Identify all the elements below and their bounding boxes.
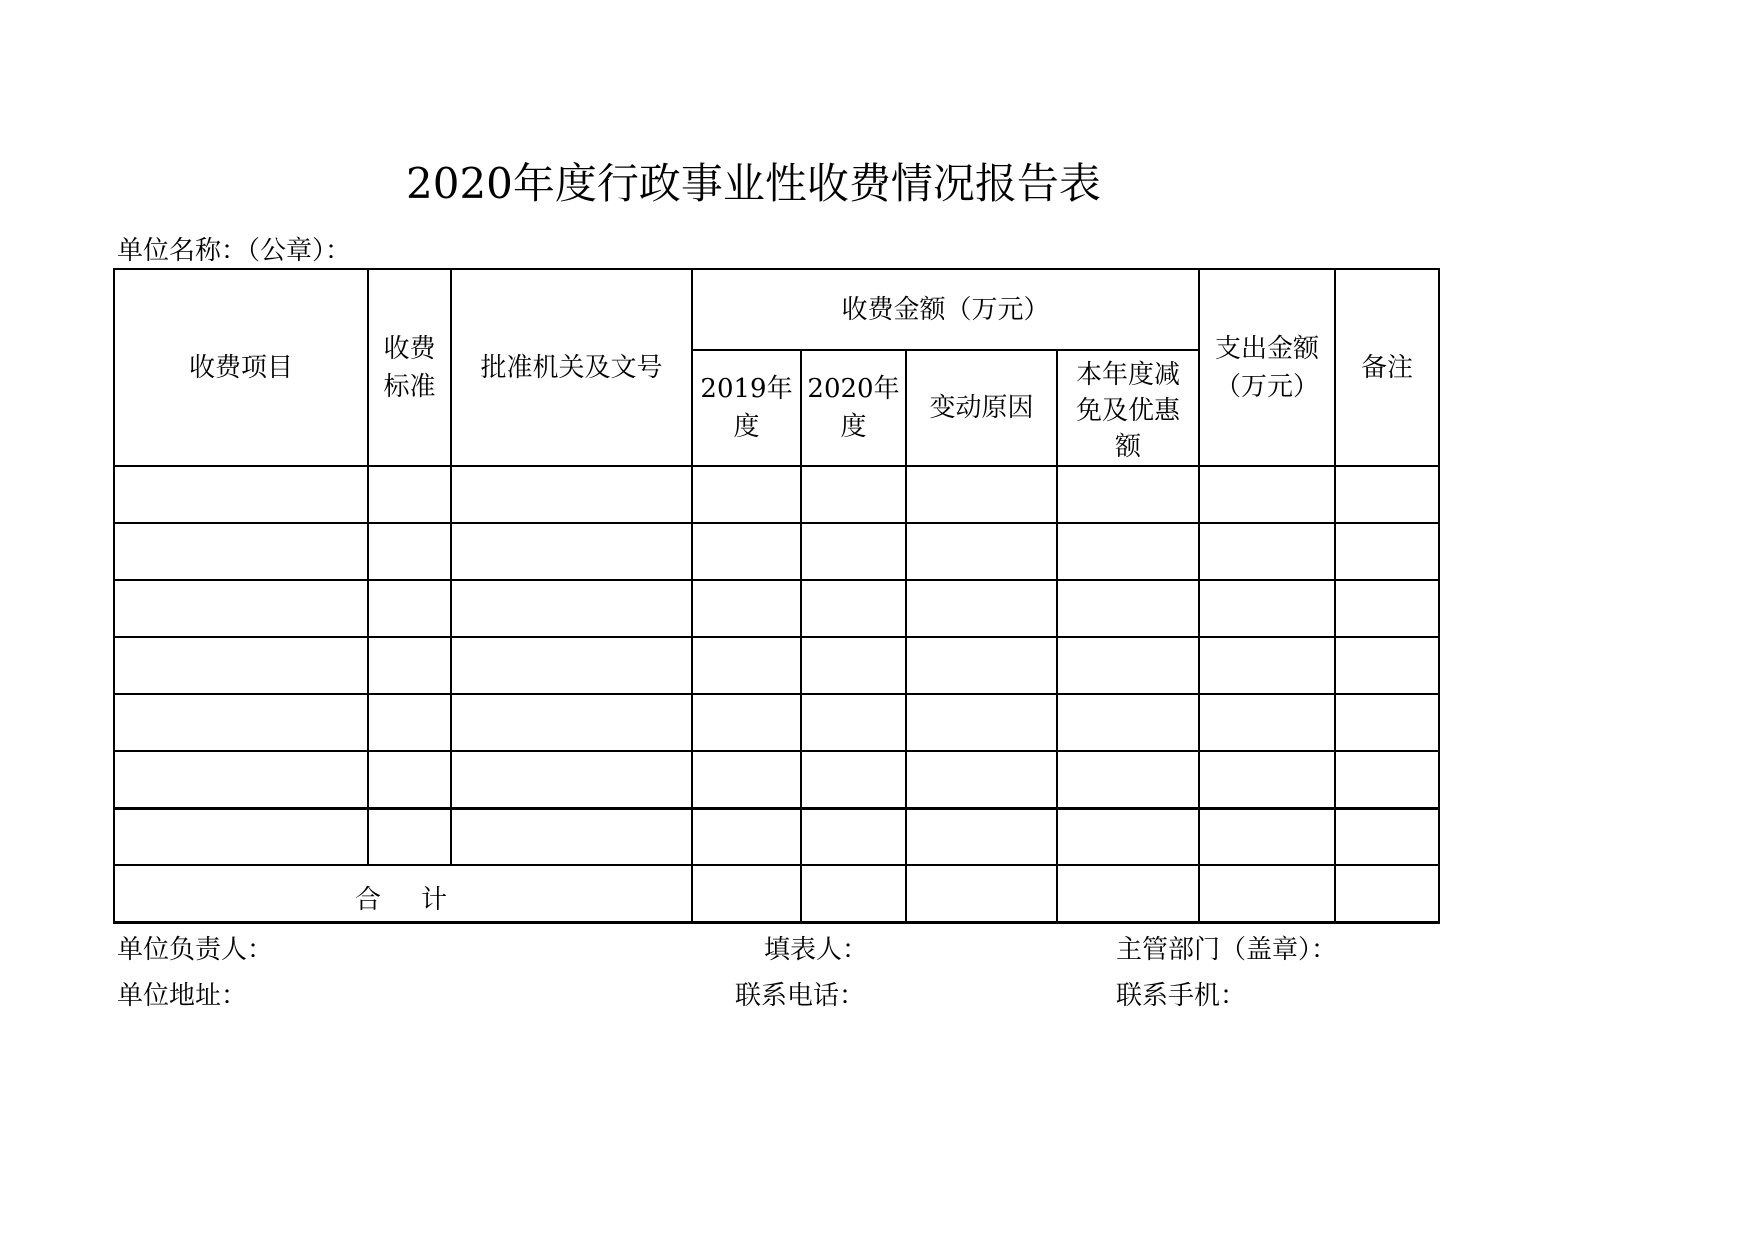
header-remarks-text: 备注 — [1360, 352, 1413, 383]
table-cell[interactable] — [801, 694, 906, 751]
table-row — [114, 808, 1439, 865]
table-cell[interactable] — [368, 751, 451, 808]
header-expense-text: 支出金额 （万元） — [1214, 333, 1319, 402]
header-year-2019-text: 2019年 度 — [700, 374, 793, 442]
table-cell[interactable] — [906, 523, 1057, 580]
total-cell[interactable] — [906, 865, 1057, 922]
table-cell[interactable] — [1335, 580, 1439, 637]
header-fee-item — [114, 269, 368, 466]
table-cell[interactable] — [114, 694, 368, 751]
header-year-2020-text: 2020年 度 — [807, 374, 900, 442]
filled-by-label: 填表人： — [764, 935, 869, 965]
table-cell[interactable] — [801, 808, 906, 865]
table-cell[interactable] — [1057, 523, 1199, 580]
table-cell[interactable] — [801, 466, 906, 523]
fee-report-table — [113, 268, 1440, 924]
header-fee-standard-text: 收费 标准 — [383, 333, 436, 402]
header-reduction-text: 本年度减 免及优惠 额 — [1075, 360, 1180, 462]
table-cell[interactable] — [1199, 637, 1335, 694]
table-row — [114, 694, 1439, 751]
table-cell[interactable] — [114, 637, 368, 694]
table-cell[interactable] — [801, 637, 906, 694]
header-expense — [1199, 269, 1335, 466]
contact-phone-label: 联系电话： — [735, 981, 866, 1011]
contact-mobile-label: 联系手机： — [1116, 981, 1247, 1011]
table-cell[interactable] — [692, 808, 801, 865]
table-cell[interactable] — [906, 808, 1057, 865]
table-cell[interactable] — [114, 523, 368, 580]
table-row — [114, 637, 1439, 694]
header-approval — [451, 269, 692, 466]
header-fee-item-text: 收费项目 — [188, 352, 293, 383]
table-cell[interactable] — [368, 466, 451, 523]
table-cell[interactable] — [451, 694, 692, 751]
header-approval-text: 批准机关及文号 — [480, 352, 663, 383]
table-cell[interactable] — [368, 580, 451, 637]
total-row — [114, 865, 1439, 922]
total-cell[interactable] — [1199, 865, 1335, 922]
header-fee-standard — [368, 269, 451, 466]
table-cell[interactable] — [1199, 808, 1335, 865]
responsible-person-label: 单位负责人： — [117, 935, 274, 965]
header-change-reason-text: 变动原因 — [929, 393, 1034, 423]
table-cell[interactable] — [1335, 466, 1439, 523]
table-cell[interactable] — [906, 751, 1057, 808]
header-reduction — [1057, 350, 1199, 466]
table-cell[interactable] — [451, 580, 692, 637]
table-cell[interactable] — [114, 808, 368, 865]
table-cell[interactable] — [1057, 694, 1199, 751]
unit-name-label: 单位名称：（公章）： — [117, 236, 352, 266]
table-cell[interactable] — [1335, 751, 1439, 808]
header-row-1 — [114, 269, 1439, 350]
table-cell[interactable] — [801, 523, 906, 580]
table-cell[interactable] — [906, 466, 1057, 523]
total-label-cell — [114, 865, 692, 922]
header-year-2019 — [692, 350, 801, 466]
table-cell[interactable] — [451, 466, 692, 523]
header-year-2020 — [801, 350, 906, 466]
table-cell[interactable] — [368, 694, 451, 751]
table-cell[interactable] — [1057, 580, 1199, 637]
table-cell[interactable] — [1199, 580, 1335, 637]
table-cell[interactable] — [906, 694, 1057, 751]
table-cell[interactable] — [1199, 751, 1335, 808]
table-cell[interactable] — [692, 580, 801, 637]
table-cell[interactable] — [1057, 808, 1199, 865]
table-cell[interactable] — [368, 523, 451, 580]
header-fee-amount-text: 收费金额（万元） — [841, 294, 1050, 325]
table-cell[interactable] — [1335, 694, 1439, 751]
table-cell[interactable] — [451, 751, 692, 808]
table-cell[interactable] — [1199, 694, 1335, 751]
header-change-reason — [906, 350, 1057, 466]
table-cell[interactable] — [692, 751, 801, 808]
total-cell[interactable] — [692, 865, 801, 922]
table-cell[interactable] — [1057, 637, 1199, 694]
table-cell[interactable] — [801, 580, 906, 637]
table-cell[interactable] — [368, 808, 451, 865]
unit-address-label: 单位地址： — [117, 981, 248, 1011]
table-cell[interactable] — [451, 808, 692, 865]
table-row — [114, 751, 1439, 808]
page-title: 2020年度行政事业性收费情况报告表 — [406, 159, 1101, 208]
total-cell[interactable] — [801, 865, 906, 922]
table-cell[interactable] — [692, 523, 801, 580]
table-cell[interactable] — [114, 580, 368, 637]
table-cell[interactable] — [1335, 637, 1439, 694]
table-cell[interactable] — [692, 694, 801, 751]
total-cell[interactable] — [1335, 865, 1439, 922]
table-cell[interactable] — [692, 637, 801, 694]
table-cell[interactable] — [906, 637, 1057, 694]
table-row — [114, 523, 1439, 580]
table-cell[interactable] — [801, 751, 906, 808]
table-cell[interactable] — [451, 523, 692, 580]
table-row — [114, 580, 1439, 637]
table-cell[interactable] — [114, 466, 368, 523]
table-cell[interactable] — [368, 637, 451, 694]
table-cell[interactable] — [451, 637, 692, 694]
supervisor-dept-label: 主管部门（盖章）： — [1116, 935, 1338, 965]
header-fee-amount — [692, 269, 1199, 350]
header-remarks — [1335, 269, 1439, 466]
table-row — [114, 466, 1439, 523]
table-cell[interactable] — [692, 466, 801, 523]
table-cell[interactable] — [1335, 523, 1439, 580]
total-label: 合计 — [355, 884, 488, 915]
table-cell[interactable] — [906, 580, 1057, 637]
table-cell[interactable] — [114, 751, 368, 808]
table-cell[interactable] — [1057, 466, 1199, 523]
table-cell[interactable] — [1199, 466, 1335, 523]
table-cell[interactable] — [1057, 751, 1199, 808]
total-cell[interactable] — [1057, 865, 1199, 922]
table-cell[interactable] — [1199, 523, 1335, 580]
table-cell[interactable] — [1335, 808, 1439, 865]
